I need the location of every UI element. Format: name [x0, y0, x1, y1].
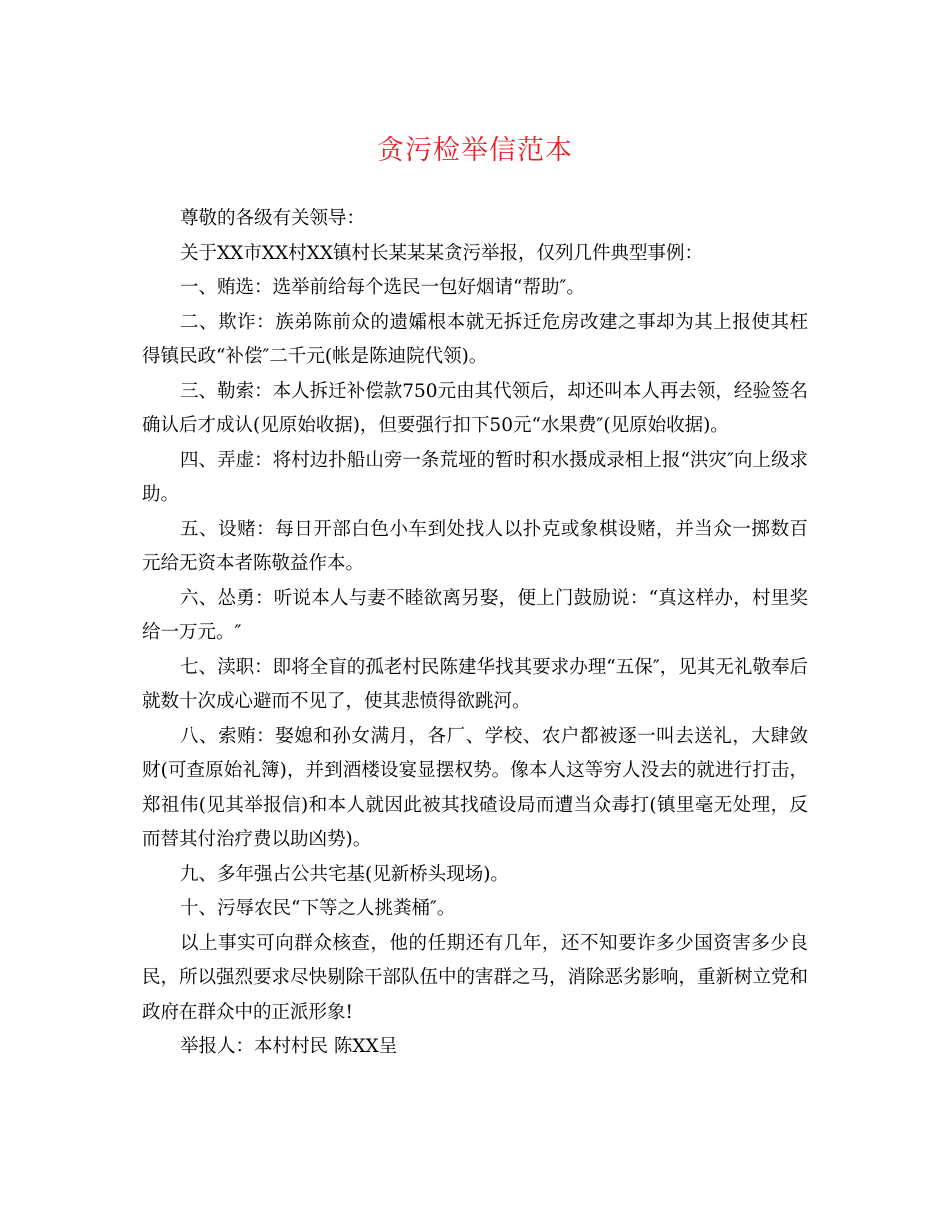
item-gambling: 五、设赌：每日开部白色小车到处找人以扑克或象棋设赌，并当众一掷数百元给无资本者陈敬益作本。: [142, 518, 808, 574]
document-body: [142, 202, 808, 1065]
salutation: 尊敬的各级有关领导：: [180, 208, 366, 229]
signature-line: 举报人：本村村民 陈XX呈: [180, 1036, 398, 1057]
document-title: 贪污检举信范本: [377, 135, 573, 166]
item-solicitation: 八、索贿：娶媳和孙女满月，各厂、学校、农户都被逐一叫去送礼，大肆敛财(可查原始礼簿)，并到酒楼设宴显摆权势。像本人这等穷人没去的就进行打击，郑祖伟(见其举报信)和本人就因此被其找碴设局而遭当众毒打(镇里毫无处理，反而替其付治疗费以助凶势)。: [142, 725, 808, 850]
conclusion-paragraph: 以上事实可向群众核查，他的任期还有几年，还不知要诈多少国资害多少良民，所以强烈要求尽快剔除干部队伍中的害群之马，消除恶劣影响，重新树立党和政府在群众中的正派形象!: [142, 932, 809, 1023]
item-land-occupation: 九、多年强占公共宅基(见新桥头现场)。: [180, 863, 509, 885]
item-fraud: 二、欺诈：族弟陈前众的遗孀根本就无拆迁危房改建之事却为其上报使其枉得镇民政“补偿″二千元(帐是陈迪院代领)。: [142, 311, 808, 367]
item-insult: 十、污辱农民“下等之人挑粪桶″。: [180, 898, 456, 919]
item-extortion: 三、勒索：本人拆迁补偿款750元由其代领后，却还叫本人再去领，经验签名确认后才成认(见原始收据)，但要强行扣下50元“水果费″(见原始收据)。: [142, 380, 808, 436]
item-falsification: 四、弄虚：将村边扑船山旁一条荒垭的暂时积水摄成录相上报“洪灾″向上级求助。: [142, 449, 808, 505]
item-bribery: 一、贿选：选举前给每个选民一包好烟请“帮助″。: [180, 277, 585, 298]
item-dereliction: 七、渎职：即将全盲的孤老村民陈建华找其要求办理“五保″，见其无礼敬奉后就数十次成心避而不见了，使其悲愤得欲跳河。: [142, 656, 808, 712]
intro-paragraph: 关于XX市XX村XX镇村长某某某贪污举报，仅列几件典型事例：: [180, 242, 704, 264]
item-instigation: 六、怂勇：听说本人与妻不睦欲离另娶，便上门鼓励说：“真这样办，村里奖给一万元。″: [142, 587, 808, 643]
